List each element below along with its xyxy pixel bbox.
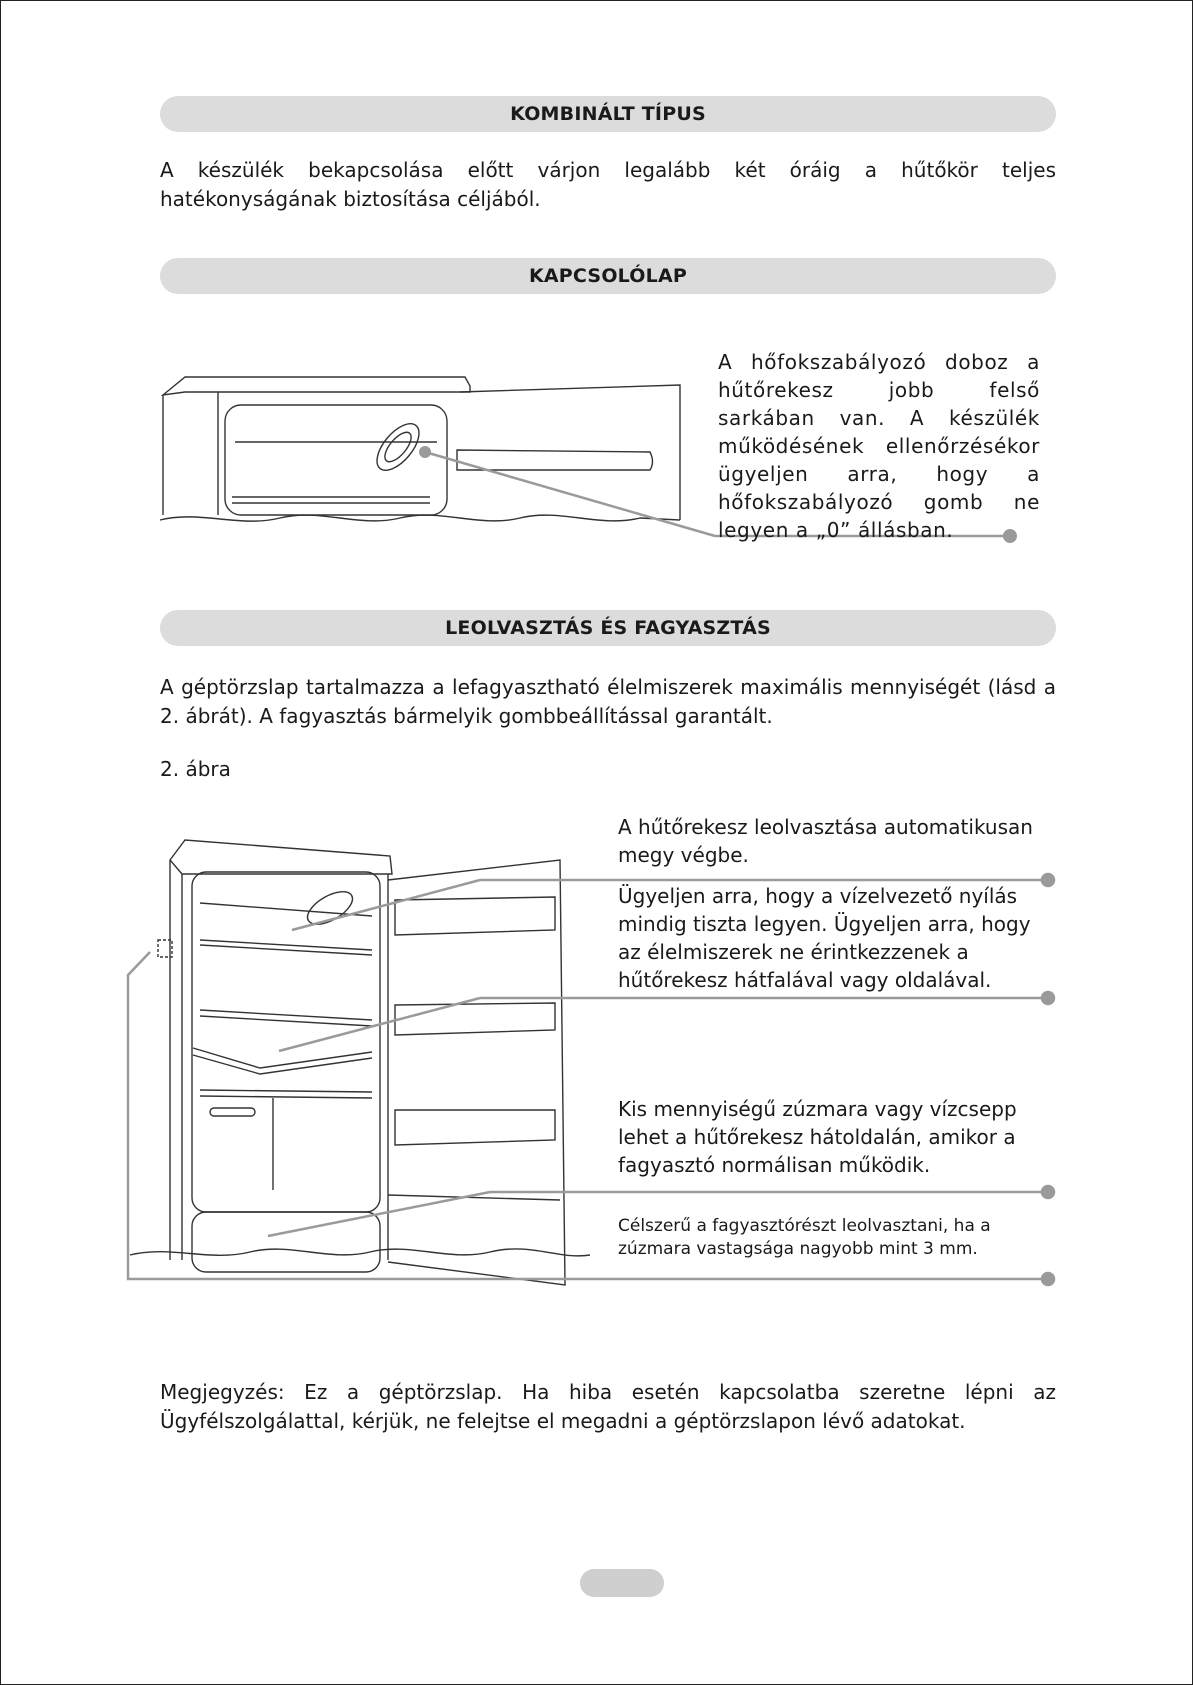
callout-frost-drops: Kis mennyiségű zúzmara vagy vízcsepp lehet a hűtőrekesz hátoldalán, amikor a fagyasztó normálisan működik. — [618, 1097, 1017, 1177]
figure-label: 2. ábra — [160, 757, 231, 781]
callout-auto-defrost: A hűtőrekesz leolvasztása automatikusan megy végbe. — [618, 815, 1033, 867]
thermostat-callout: A hőfokszabályozó doboz a hűtőrekesz jobb felső sarkában van. A készülék működésének ellenőrzésékor ügyeljen arra, hogy a hőfokszabályozó gomb ne legyen a „0” állásban. — [718, 350, 1040, 542]
defrost-text: A géptörzslap tartalmazza a lefagyasztható élelmiszerek maximális mennyiségét (lásd a 2. ábrát). A fagyasztás bármelyik gombbeállítással garantált. — [160, 675, 1056, 728]
page-number-pill — [580, 1569, 664, 1597]
note-text: Megjegyzés: Ez a géptörzslap. Ha hiba esetén kapcsolatba szeretne lépni az Ügyfélszolgálattal, kérjük, ne felejtse el megadni a géptörzslapon lévő adatokat. — [160, 1380, 1056, 1433]
combined-type-text: A készülék bekapcsolása előtt várjon legalább két óráig a hűtőkör teljes hatékonyságának biztosítása céljából. — [160, 158, 1056, 211]
section-title-kombinalt-tipus: KOMBINÁLT TÍPUS — [160, 96, 1056, 132]
section-title-leolvasztas: LEOLVASZTÁS ÉS FAGYASZTÁS — [160, 610, 1056, 646]
section-title-kapcsololap: KAPCSOLÓLAP — [160, 258, 1056, 294]
callout-drain-hole: Ügyeljen arra, hogy a vízelvezető nyílás mindig tiszta legyen. Ügyeljen arra, hogy az élelmiszerek ne érintkezzenek a hűtőrekesz hátfalával vagy oldalával. — [618, 884, 1031, 992]
callout-defrost-freezer: Célszerű a fagyasztórészt leolvasztani, ha a zúzmara vastagsága nagyobb mint 3 mm. — [618, 1216, 991, 1259]
